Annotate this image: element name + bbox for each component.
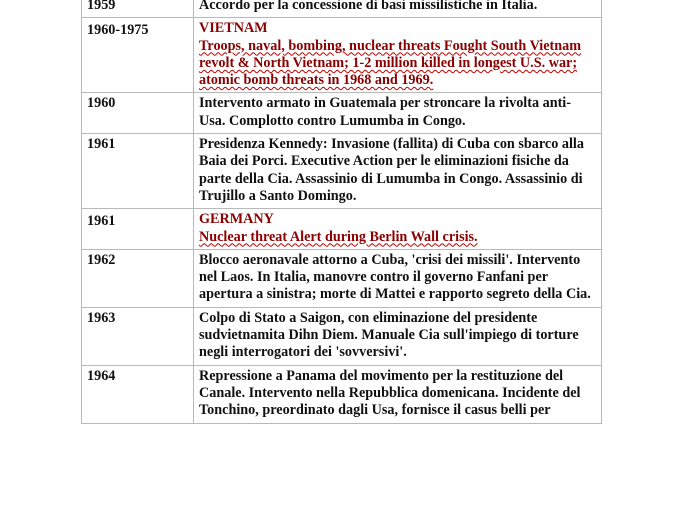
year-cell: 1960-1975: [82, 18, 194, 93]
year-cell: 1959: [82, 0, 194, 18]
description-cell: Repressione a Panama del movimento per la restituzione del Canale. Intervento nella Repubblica domenicana. Incidente del Tonchino, preordinato dagli Usa, fornisce il casus belli per: [194, 365, 602, 423]
table-row: [82, 93, 602, 134]
highlight-text: Troops, naval, bombing, nuclear threats Fought South Vietnam revolt & North Vietnam; 1-2 million killed in longest U.S. war; atomic bomb threats in 1968 and 1969.: [199, 37, 582, 89]
table-row: [82, 249, 602, 307]
year-cell: 1964: [82, 365, 194, 423]
year-cell: 1962: [82, 249, 194, 307]
year-cell: 1961: [82, 209, 194, 250]
table-row: [82, 209, 602, 250]
description-cell: Presidenza Kennedy: Invasione (fallita) di Cuba con sbarco alla Baia dei Porci. Executive Action per le eliminazioni fisiche da parte della Cia. Assassinio di Lumumba in Congo. Assassinio di Trujillo a Santo Domingo.: [194, 134, 602, 209]
table-row: [82, 307, 602, 365]
year-cell: 1961: [82, 134, 194, 209]
country-heading: VIETNAM: [199, 20, 268, 37]
description-cell: [194, 209, 602, 250]
description-cell: Accordo per la concessione di basi missilistiche in Italia.: [194, 0, 602, 18]
timeline-table: [81, 0, 602, 424]
description-cell: [194, 18, 602, 93]
year-cell: 1960: [82, 93, 194, 134]
description-cell: Colpo di Stato a Saigon, con eliminazione del presidente sudvietnamita Dihn Diem. Manuale Cia sull'impiego di torture negli interrogatori dei 'sovversivi'.: [194, 307, 602, 365]
table-row: [82, 0, 602, 18]
description-cell: Intervento armato in Guatemala per stroncare la rivolta anti-Usa. Complotto contro Lumumba in Congo.: [194, 93, 602, 134]
table-row: [82, 365, 602, 423]
table-row: [82, 18, 602, 93]
year-cell: 1963: [82, 307, 194, 365]
table-row: [82, 134, 602, 209]
country-heading: GERMANY: [199, 211, 274, 228]
highlight-text: Nuclear threat Alert during Berlin Wall crisis.: [199, 228, 478, 245]
description-cell: Blocco aeronavale attorno a Cuba, 'crisi dei missili'. Intervento nel Laos. In Italia, manovre contro il governo Fanfani per apertura a sinistra; morte di Mattei e rapporto segreto della Cia.: [194, 249, 602, 307]
